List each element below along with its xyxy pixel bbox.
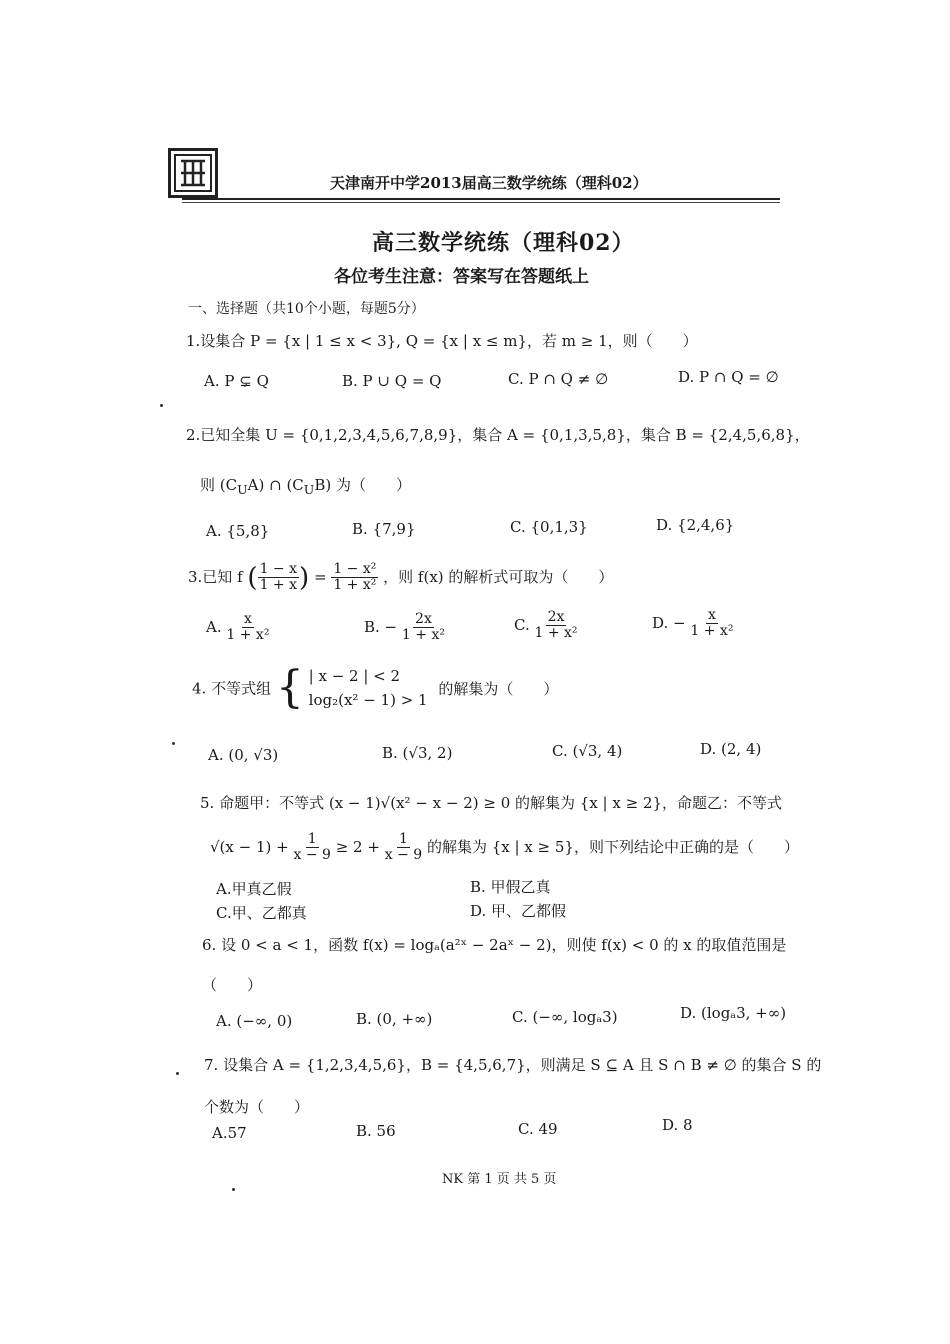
q3-d-fraction	[690, 608, 733, 640]
q5-stem2-mid: ≥ 2 +	[335, 837, 380, 856]
q3-stem-post: ，则 f(x) 的解析式可取为（ ）	[383, 567, 614, 586]
q4-line2: log₂(x² − 1) > 1	[308, 691, 428, 709]
q2-stem2-end: B) 为（ ）	[314, 476, 411, 494]
q6-option-a: A. (−∞, 0)	[216, 1012, 293, 1030]
q5-frac1-num: 1	[307, 831, 317, 847]
q5-option-d: D. 甲、乙都假	[470, 902, 567, 920]
q3-d-den: 1 + x²	[690, 623, 734, 640]
question-2-stem-line2	[200, 474, 411, 497]
notice: 各位考生注意：答案写在答题纸上	[334, 267, 589, 287]
question-6-stem-line2: （ ）	[202, 976, 263, 994]
q3-lhs-num: 1 − x	[259, 561, 298, 577]
school-logo	[168, 148, 218, 198]
q6-option-b: B. (0, +∞)	[356, 1010, 433, 1028]
question-5-stem: 5. 命题甲：不等式 (x − 1)√(x² − x − 2) ≥ 0 的解集为 {x | x ≥ 2}，命题乙：不等式	[200, 794, 783, 812]
q2-sub-u1: U	[237, 482, 248, 497]
header-school-line: 天津南开中学2013届高三数学统练（理科02）	[330, 174, 648, 192]
q4-stem-pre: 4. 不等式组	[192, 679, 272, 698]
section-heading: 一、选择题（共10个小题，每题5分）	[188, 301, 425, 317]
page-footer: NK 第 1 页 共 5 页	[442, 1172, 557, 1187]
q5-frac2-den: x − 9	[384, 847, 423, 864]
q2-stem2: 则 (C	[200, 476, 238, 494]
q3-c-label: C.	[514, 615, 530, 634]
q7-option-a: A.57	[212, 1124, 247, 1142]
q3-b-label: B. −	[364, 617, 398, 636]
q3-d-label: D. −	[652, 613, 686, 632]
q3-rhs-fraction	[331, 562, 378, 594]
q2-option-c: C. {0,1,3}	[510, 518, 588, 536]
scan-speck	[232, 1188, 235, 1191]
q5-frac2	[385, 832, 422, 864]
question-5-stem-line2	[210, 832, 799, 864]
header-rule-thin	[182, 202, 780, 203]
q5-option-c: C.甲、乙都真	[216, 904, 307, 922]
q5-stem2-pre: √(x − 1) +	[210, 837, 289, 856]
q3-paren-open: (	[247, 562, 258, 593]
page-title: 高三数学统练（理科02）	[372, 230, 635, 256]
q3-option-a	[206, 612, 269, 644]
q4-option-d: D. (2, 4)	[700, 740, 762, 758]
q2-option-b: B. {7,9}	[352, 520, 416, 538]
q1-option-d: D. P ∩ Q = ∅	[678, 368, 779, 386]
q4-brace: {	[275, 662, 304, 713]
scan-speck	[172, 742, 175, 745]
q3-equals: =	[313, 567, 327, 586]
q5-frac1-den: x − 9	[293, 847, 331, 864]
q1-option-c: C. P ∩ Q ≠ ∅	[508, 370, 609, 388]
q3-lhs-den: 1 + x	[259, 577, 298, 594]
q6-option-d: D. (logₐ3, +∞)	[680, 1004, 787, 1022]
q3-b-fraction	[402, 612, 445, 644]
q3-b-den: 1 + x²	[401, 627, 445, 644]
q5-frac1	[294, 832, 331, 864]
q2-option-a: A. {5,8}	[206, 522, 270, 540]
q3-c-num: 2x	[547, 609, 565, 625]
header-rule	[182, 198, 780, 200]
question-4-stem	[192, 664, 558, 712]
q3-b-num: 2x	[415, 611, 432, 627]
q3-paren-close: )	[299, 562, 310, 593]
q3-a-label: A.	[206, 617, 222, 636]
q3-option-d	[652, 608, 733, 640]
q3-option-c	[514, 610, 578, 642]
q6-option-c: C. (−∞, logₐ3)	[512, 1008, 618, 1026]
q3-rhs-num: 1 − x²	[333, 561, 377, 577]
scan-speck	[176, 1072, 179, 1075]
q4-stem-post: 的解集为（ ）	[438, 679, 559, 698]
q4-option-a: A. (0, √3)	[208, 746, 279, 764]
q1-option-a: A. P ⊊ Q	[204, 372, 269, 390]
q2-sub-u2: U	[303, 482, 315, 497]
school-seal-icon	[171, 151, 215, 195]
q7-option-d: D. 8	[662, 1116, 693, 1134]
q3-a-fraction	[226, 612, 269, 644]
q3-c-den: 1 + x²	[534, 625, 578, 642]
question-7-stem-line2: 个数为（ ）	[204, 1098, 310, 1116]
question-2-stem: 2.已知全集 U = {0,1,2,3,4,5,6,7,8,9}，集合 A = {0,1,3,5,8}，集合 B = {2,4,5,6,8}，	[186, 426, 810, 444]
q2-option-d: D. {2,4,6}	[656, 516, 735, 534]
q3-c-fraction	[535, 610, 578, 642]
question-3-stem	[188, 562, 613, 594]
q1-option-b: B. P ∪ Q = Q	[342, 372, 442, 390]
q4-option-b: B. (√3, 2)	[382, 744, 453, 762]
q3-a-num: x	[243, 611, 252, 627]
q5-stem2-post: 的解集为 {x | x ≥ 5}，则下列结论中正确的是（ ）	[426, 837, 799, 856]
q5-frac2-num: 1	[398, 831, 408, 847]
scan-speck	[160, 404, 163, 407]
q4-line1: | x − 2 | < 2	[308, 667, 401, 685]
q7-option-b: B. 56	[356, 1122, 396, 1140]
q3-a-den: 1 + x²	[226, 627, 270, 644]
question-7-stem: 7. 设集合 A = {1,2,3,4,5,6}，B = {4,5,6,7}，则满足 S ⊆ A 且 S ∩ B ≠ ∅ 的集合 S 的	[204, 1056, 822, 1074]
q3-lhs-fraction	[258, 562, 299, 594]
q4-system	[309, 664, 428, 712]
q3-rhs-den: 1 + x²	[333, 577, 377, 594]
question-6-stem: 6. 设 0 < a < 1，函数 f(x) = logₐ(a²ˣ − 2aˣ − 2)，则使 f(x) < 0 的 x 的取值范围是	[202, 936, 787, 954]
q3-d-num: x	[707, 607, 716, 623]
question-1-stem: 1.设集合 P = {x | 1 ≤ x < 3}, Q = {x | x ≤ m}，若 m ≥ 1，则（ ）	[186, 332, 698, 350]
q3-stem-pre: 3.已知 f	[188, 567, 243, 586]
q4-option-c: C. (√3, 4)	[552, 742, 623, 760]
q7-option-c: C. 49	[518, 1120, 558, 1138]
q2-stem2-mid: A) ∩ (C	[247, 476, 304, 494]
q3-option-b	[364, 612, 445, 644]
q5-option-a: A.甲真乙假	[216, 880, 292, 898]
q5-option-b: B. 甲假乙真	[470, 878, 551, 896]
